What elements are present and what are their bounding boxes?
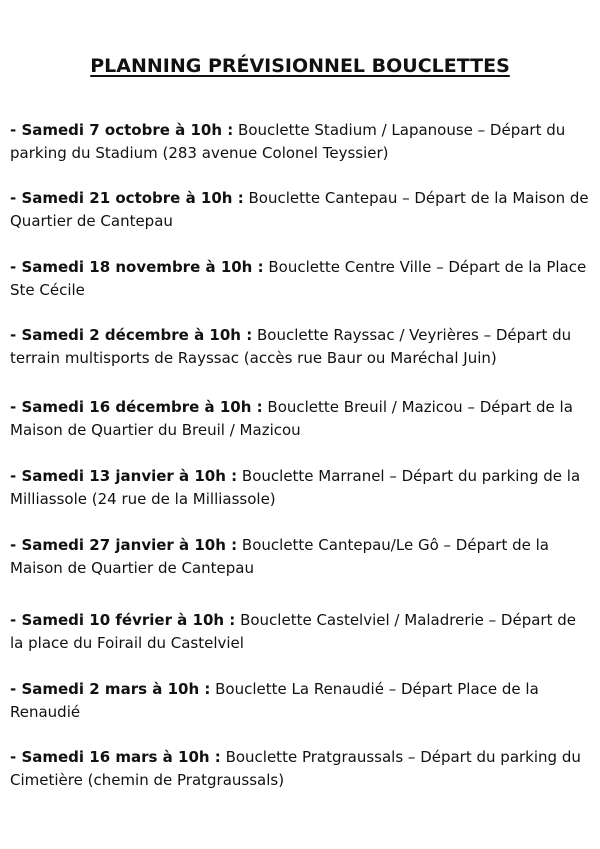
entry-description: Bouclette Rayssac / Veyrières – Départ du terrain multisports de Rayssac (accès rue Baur ou Maréchal Juin) [10,326,572,367]
entry-description: Bouclette La Renaudié – Départ Place de la Renaudié [10,680,539,721]
entry-date: - Samedi 16 décembre à 10h : [10,398,263,416]
entry-date: - Samedi 21 octobre à 10h : [10,189,244,207]
entry-date: - Samedi 27 janvier à 10h : [10,536,238,554]
entry-description: Bouclette Stadium / Lapanouse – Départ du parking du Stadium (283 avenue Colonel Teyssier) [10,121,566,162]
page-title: PLANNING PRÉVISIONNEL BOUCLETTES [90,55,510,77]
schedule-entry-8 [10,609,594,655]
schedule-entry-9 [10,678,594,724]
entry-description: Bouclette Castelviel / Maladrerie – Départ de la place du Foirail du Castelviel [10,611,576,652]
entry-description: Bouclette Marranel – Départ du parking de la Milliassole (24 rue de la Milliassole) [10,467,581,508]
schedule-entry-2 [10,187,594,233]
entry-date: - Samedi 13 janvier à 10h : [10,467,238,485]
entry-date: - Samedi 16 mars à 10h : [10,748,221,766]
schedule-entry-3 [10,256,594,302]
entry-description: Bouclette Cantepau – Départ de la Maison de Quartier de Cantepau [10,189,589,230]
entry-date: - Samedi 10 février à 10h : [10,611,236,629]
entry-date: - Samedi 18 novembre à 10h : [10,258,264,276]
entry-date: - Samedi 2 mars à 10h : [10,680,211,698]
entry-date: - Samedi 7 octobre à 10h : [10,121,234,139]
schedule-entry-6 [10,465,594,511]
entry-description: Bouclette Breuil / Mazicou – Départ de la Maison de Quartier du Breuil / Mazicou [10,398,573,439]
entry-date: - Samedi 2 décembre à 10h : [10,326,253,344]
schedule-entry-5 [10,396,594,442]
schedule-entry-1 [10,119,594,165]
entry-description: Bouclette Cantepau/Le Gô – Départ de la Maison de Quartier de Cantepau [10,536,549,577]
schedule-entry-7 [10,534,594,580]
entry-description: Bouclette Pratgraussals – Départ du parking du Cimetière (chemin de Pratgraussals) [10,748,581,789]
entry-description: Bouclette Centre Ville – Départ de la Place Ste Cécile [10,258,587,299]
schedule-entry-10 [10,746,594,792]
schedule-entry-4 [10,324,594,370]
